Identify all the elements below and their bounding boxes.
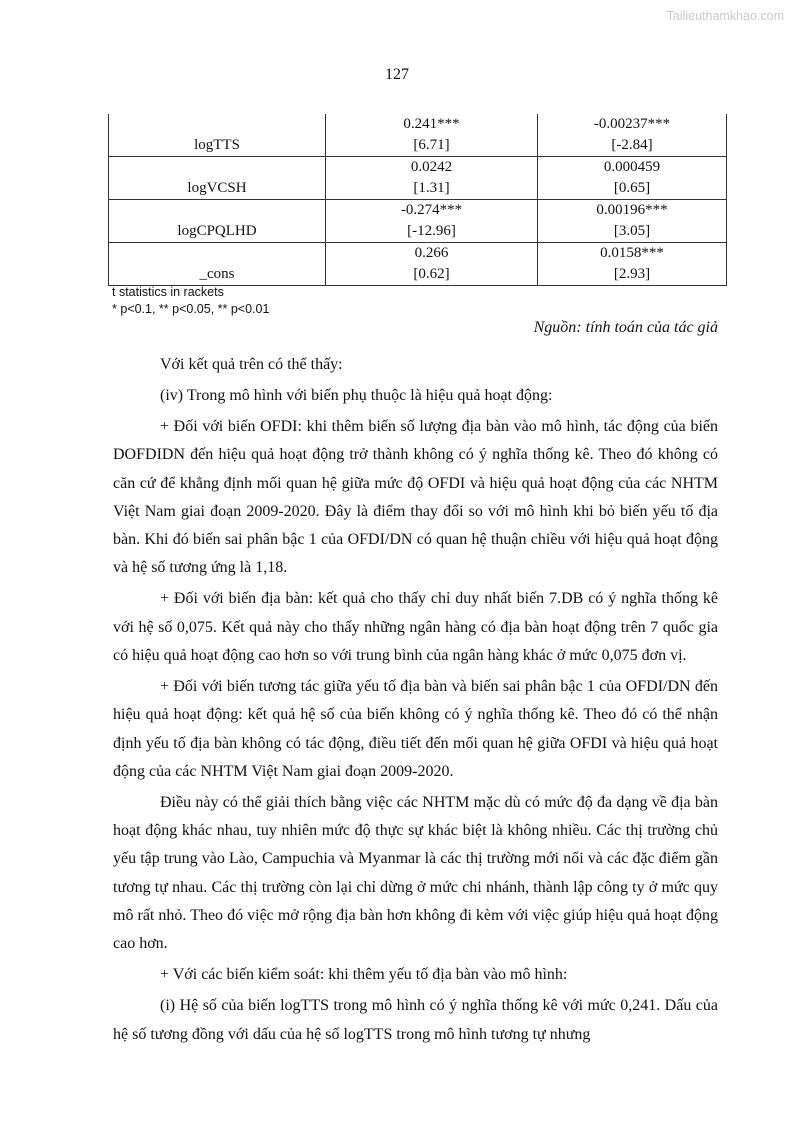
- variable-name: logVCSH: [109, 157, 326, 200]
- page-number: 127: [385, 66, 409, 83]
- paragraph: Điều này có thể giải thích bằng việc các NHTM mặc dù có mức độ đa dạng về địa bàn hoạt động khác nhau, tuy nhiên mức độ thực sự khác biệt là không nhiều. Các thị trường chủ yếu tập trung vào Lào, Campuchia và Myanmar là các thị trường mới nổi và các đặc điểm gần tương tự nhau. Các thị trường còn lại chỉ dừng ở mức chi nhánh, thành lập công ty ở mức quy mô rất nhỏ. Theo đó việc mở rộng địa bàn hơn không đi kèm với việc giúp hiệu quả hoạt động cao hơn.: [113, 793, 718, 953]
- paragraph: (i) Hệ số của biến logTTS trong mô hình có ý nghĩa thống kê với mức 0,241. Dấu của hệ số tương đồng với dấu của hệ số logTTS trong mô hình tương tự nhưng: [113, 997, 718, 1043]
- table-row: [109, 243, 727, 286]
- paragraph: (iv) Trong mô hình với biến phụ thuộc là hiệu quả hoạt động:: [160, 386, 553, 404]
- notes-line: * p<0.1, ** p<0.05, ** p<0.01: [112, 302, 270, 316]
- watermark: Tailieuthamkhao.com: [666, 9, 784, 23]
- paragraph: Với kết quả trên có thể thấy:: [160, 356, 343, 373]
- coef-cell: 0.266 [0.62]: [326, 243, 538, 286]
- paragraph: + Đối với biến địa bàn: kết quả cho thấy chỉ duy nhất biến 7.DB có ý nghĩa thống kê với hệ số 0,075. Kết quả này cho thấy những ngân hàng có địa bàn hoạt động trên 7 quốc gia có hiệu quả hoạt động cao hơn so với trung bình của ngân hàng khác ở mức 0,075 đơn vị.: [113, 590, 718, 665]
- notes-line: t statistics in rackets: [112, 285, 224, 299]
- coef-cell: 0.0242 [1.31]: [326, 157, 538, 200]
- coef-cell: 0.0158*** [2.93]: [538, 243, 727, 286]
- paragraph: + Đối với biến OFDI: khi thêm biến số lượng địa bàn vào mô hình, tác động của biến DOFDIDN đến hiệu quả hoạt động trở thành không có ý nghĩa thống kê. Theo đó không có căn cứ để khẳng định mối quan hệ giữa mức độ OFDI và hiệu quả hoạt động của các NHTM Việt Nam giai đoạn 2009-2020. Đây là điểm thay đổi so với mô hình khi bỏ biến yếu tố địa bàn. Khi đó biến sai phân bậc 1 của OFDI/DN có quan hệ thuận chiều với hiệu quả hoạt động và hệ số tương ứng là 1,18.: [113, 417, 718, 577]
- paragraph: + Đối với biến tương tác giữa yếu tố địa bàn và biến sai phân bậc 1 của OFDI/DN đến hiệu quả hoạt động: kết quả hệ số của biến không có ý nghĩa thống kê. Theo đó có thể nhận định yếu tố địa bàn không có tác động, điều tiết đến mối quan hệ giữa OFDI và hiệu quả hoạt động của các NHTM Việt Nam giai đoạn 2009-2020.: [113, 678, 718, 780]
- coef-cell: 0.241*** [6.71]: [326, 114, 538, 157]
- body-text: [113, 351, 718, 1052]
- table-row: [109, 114, 727, 157]
- coef-cell: -0.274*** [-12.96]: [326, 200, 538, 243]
- variable-name: logTTS: [109, 114, 326, 157]
- coef-cell: 0.000459 [0.65]: [538, 157, 727, 200]
- coef-cell: -0.00237*** [-2.84]: [538, 114, 727, 157]
- table-notes: [112, 284, 269, 318]
- source-caption: Nguồn: tính toán của tác giả: [533, 319, 718, 336]
- table-row: [109, 200, 727, 243]
- table-row: [109, 157, 727, 200]
- coef-cell: 0.00196*** [3.05]: [538, 200, 727, 243]
- regression-table: [108, 114, 727, 286]
- paragraph: + Với các biến kiểm soát: khi thêm yếu tố địa bàn vào mô hình:: [160, 966, 568, 984]
- variable-name: _cons: [109, 243, 326, 286]
- variable-name: logCPQLHD: [109, 200, 326, 243]
